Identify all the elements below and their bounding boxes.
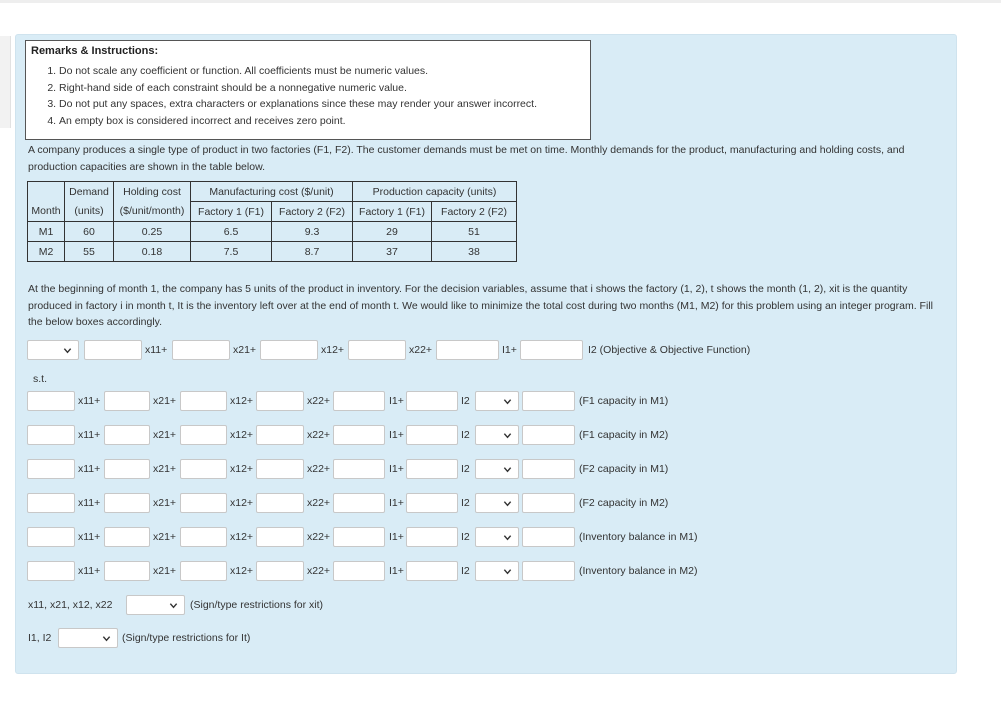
table-header-cell: Demand <box>65 182 114 202</box>
sign-x-select[interactable] <box>126 595 185 615</box>
constraint-coef-x11[interactable] <box>27 493 75 513</box>
chevron-down-icon <box>503 397 512 406</box>
objective-coef-i1[interactable] <box>436 340 499 360</box>
constraint-term: x22+ <box>307 565 331 577</box>
constraint-coef-x22[interactable] <box>256 493 304 513</box>
constraint-term: x21+ <box>153 497 177 509</box>
constraint-relation-select[interactable] <box>475 425 519 445</box>
chevron-down-icon <box>503 533 512 542</box>
constraint-coef-x11[interactable] <box>27 527 75 547</box>
constraint-coef-i1[interactable] <box>333 425 385 445</box>
constraint-term: x11+ <box>78 463 101 475</box>
table-cell: 29 <box>353 222 432 242</box>
constraint-coef-x11[interactable] <box>27 425 75 445</box>
constraint-term: I2 <box>461 531 470 543</box>
table-header-cell: Month <box>28 202 65 222</box>
remark-item: 2. Right-hand side of each constraint should be a nonnegative numeric value. <box>59 80 537 97</box>
constraint-term: x22+ <box>307 429 331 441</box>
table-header-cell <box>28 182 65 202</box>
constraint-coef-x11[interactable] <box>27 561 75 581</box>
constraint-rhs[interactable] <box>522 425 575 445</box>
table-header-cell: Factory 1 (F1) <box>191 202 272 222</box>
constraint-term: x12+ <box>230 497 254 509</box>
constraint-term: x22+ <box>307 395 331 407</box>
constraint-coef-x22[interactable] <box>256 561 304 581</box>
objective-term: x12+ <box>321 344 345 356</box>
constraint-term: I2 <box>461 395 470 407</box>
objective-term: x21+ <box>233 344 257 356</box>
remarks-list <box>26 63 537 129</box>
constraint-term: x12+ <box>230 463 254 475</box>
constraint-term: x11+ <box>78 497 101 509</box>
table-header-cell: ($/unit/month) <box>114 202 191 222</box>
chevron-down-icon <box>102 634 111 643</box>
constraint-coef-i1[interactable] <box>333 459 385 479</box>
objective-coef-x12[interactable] <box>260 340 318 360</box>
constraint-coef-x12[interactable] <box>180 391 227 411</box>
constraint-term: I1+ <box>389 531 404 543</box>
sign-x-note: (Sign/type restrictions for xit) <box>190 599 324 611</box>
constraint-label: (F1 capacity in M2) <box>579 429 669 441</box>
constraint-term: x21+ <box>153 429 177 441</box>
constraint-coef-x21[interactable] <box>104 459 150 479</box>
remarks-title: Remarks & Instructions: <box>31 45 159 57</box>
constraint-term: x11+ <box>78 429 101 441</box>
table-cell: 9.3 <box>272 222 353 242</box>
constraint-coef-x21[interactable] <box>104 425 150 445</box>
constraint-coef-x12[interactable] <box>180 493 227 513</box>
table-header-cell: Production capacity (units) <box>353 182 517 202</box>
constraint-coef-x12[interactable] <box>180 561 227 581</box>
table-cell: 55 <box>65 242 114 262</box>
table-cell: 51 <box>432 222 517 242</box>
constraint-coef-x12[interactable] <box>180 527 227 547</box>
constraint-coef-x22[interactable] <box>256 527 304 547</box>
table-header-cell: (units) <box>65 202 114 222</box>
constraint-term: I2 <box>461 463 470 475</box>
chevron-down-icon <box>503 465 512 474</box>
objective-coef-x21[interactable] <box>172 340 230 360</box>
constraint-term: x21+ <box>153 463 177 475</box>
chevron-down-icon <box>503 499 512 508</box>
sign-i-select[interactable] <box>58 628 118 648</box>
table-cell: 0.25 <box>114 222 191 242</box>
constraint-term: I2 <box>461 497 470 509</box>
constraint-term: x22+ <box>307 531 331 543</box>
problem-intro: A company produces a single type of product in two factories (F1, F2). The customer demands must be met on time. Monthly demands for the product, manufacturing and holding costs, and production capacities are shown in the table below. <box>28 144 905 173</box>
chevron-down-icon <box>503 431 512 440</box>
constraint-term: x11+ <box>78 531 101 543</box>
constraint-relation-select[interactable] <box>475 561 519 581</box>
table-cell: 6.5 <box>191 222 272 242</box>
constraint-term: x21+ <box>153 565 177 577</box>
constraint-coef-i2[interactable] <box>406 425 458 445</box>
constraint-term: x22+ <box>307 497 331 509</box>
constraint-coef-i1[interactable] <box>333 561 385 581</box>
remark-item: 3. Do not put any spaces, extra characters or explanations since these may render your answer incorrect. <box>59 96 537 113</box>
remarks-box <box>25 40 591 140</box>
constraint-coef-i1[interactable] <box>333 527 385 547</box>
constraint-term: I1+ <box>389 463 404 475</box>
top-divider <box>0 0 1001 3</box>
table-cell: 0.18 <box>114 242 191 262</box>
objective-coef-i2[interactable] <box>520 340 583 360</box>
subject-to-label: s.t. <box>33 373 48 385</box>
objective-term: I1+ <box>502 344 517 356</box>
constraint-coef-i2[interactable] <box>406 527 458 547</box>
constraint-coef-x11[interactable] <box>27 391 75 411</box>
constraint-relation-select[interactable] <box>475 459 519 479</box>
constraint-coef-i2[interactable] <box>406 391 458 411</box>
constraint-rhs[interactable] <box>522 527 575 547</box>
objective-coef-x11[interactable] <box>84 340 142 360</box>
constraint-rhs[interactable] <box>522 459 575 479</box>
table-cell: 7.5 <box>191 242 272 262</box>
constraint-term: x12+ <box>230 395 254 407</box>
problem-description: At the beginning of month 1, the company has 5 units of the product in inventory. For the decision variables, assume that i shows the factory (1, 2), t shows the month (1, 2), xit is the quantity produced in factory i in month t, It is the inventory left over at the end of month t. We would like to minimize the total cost during two months (M1, M2) for this problem using an integer program. Fill the below boxes accordingly. <box>28 283 933 328</box>
sign-i-label: I1, I2 <box>28 632 52 644</box>
table-cell: 38 <box>432 242 517 262</box>
constraint-rhs[interactable] <box>522 561 575 581</box>
remark-item: 4. An empty box is considered incorrect and receives zero point. <box>59 113 537 130</box>
constraint-label: (Inventory balance in M2) <box>579 565 698 577</box>
constraint-label: (F2 capacity in M1) <box>579 463 669 475</box>
constraint-coef-x21[interactable] <box>104 493 150 513</box>
constraint-term: x21+ <box>153 531 177 543</box>
constraint-term: I2 <box>461 565 470 577</box>
objective-note: I2 (Objective & Objective Function) <box>588 344 751 356</box>
table-cell: 8.7 <box>272 242 353 262</box>
constraint-relation-select[interactable] <box>475 391 519 411</box>
constraint-label: (F2 capacity in M2) <box>579 497 669 509</box>
chevron-down-icon <box>169 601 178 610</box>
constraint-term: x22+ <box>307 463 331 475</box>
constraint-label: (Inventory balance in M1) <box>579 531 698 543</box>
constraint-coef-i2[interactable] <box>406 493 458 513</box>
table-header-row <box>28 182 517 202</box>
constraint-term: x21+ <box>153 395 177 407</box>
constraint-coef-i2[interactable] <box>406 459 458 479</box>
table-header-row <box>28 202 517 222</box>
constraint-relation-select[interactable] <box>475 493 519 513</box>
objective-coef-x22[interactable] <box>348 340 406 360</box>
constraint-coef-i1[interactable] <box>333 391 385 411</box>
chevron-down-icon <box>63 346 72 355</box>
constraint-term: I1+ <box>389 497 404 509</box>
constraint-coef-x22[interactable] <box>256 459 304 479</box>
constraint-term: x12+ <box>230 531 254 543</box>
constraint-coef-x12[interactable] <box>180 425 227 445</box>
constraint-term: x11+ <box>78 565 101 577</box>
table-cell: 60 <box>65 222 114 242</box>
table-row <box>28 242 517 262</box>
constraint-term: I2 <box>461 429 470 441</box>
constraint-term: x12+ <box>230 565 254 577</box>
constraint-rhs[interactable] <box>522 391 575 411</box>
table-cell: M1 <box>28 222 65 242</box>
table-cell: 37 <box>353 242 432 262</box>
constraint-term: x11+ <box>78 395 101 407</box>
chevron-down-icon <box>503 567 512 576</box>
constraint-label: (F1 capacity in M1) <box>579 395 669 407</box>
remark-item: 1. Do not scale any coefficient or function. All coefficients must be numeric values. <box>59 63 537 80</box>
constraint-coef-i2[interactable] <box>406 561 458 581</box>
table-header-cell: Factory 2 (F2) <box>432 202 517 222</box>
constraint-term: I1+ <box>389 565 404 577</box>
constraint-term: I1+ <box>389 429 404 441</box>
data-table <box>27 181 517 262</box>
left-sidebar-edge <box>0 36 11 128</box>
objective-term: x11+ <box>145 344 168 356</box>
constraint-coef-i1[interactable] <box>333 493 385 513</box>
constraint-coef-x22[interactable] <box>256 391 304 411</box>
sign-x-label: x11, x21, x12, x22 <box>28 599 113 611</box>
constraint-coef-x21[interactable] <box>104 561 150 581</box>
table-header-cell: Manufacturing cost ($/unit) <box>191 182 353 202</box>
constraint-coef-x22[interactable] <box>256 425 304 445</box>
constraint-coef-x12[interactable] <box>180 459 227 479</box>
constraint-rhs[interactable] <box>522 493 575 513</box>
table-cell: M2 <box>28 242 65 262</box>
constraint-coef-x21[interactable] <box>104 527 150 547</box>
constraint-term: I1+ <box>389 395 404 407</box>
constraint-coef-x21[interactable] <box>104 391 150 411</box>
objective-type-select[interactable] <box>27 340 79 360</box>
table-row <box>28 222 517 242</box>
sign-i-note: (Sign/type restrictions for It) <box>122 632 251 644</box>
table-header-cell: Factory 1 (F1) <box>353 202 432 222</box>
objective-term: x22+ <box>409 344 433 356</box>
constraint-coef-x11[interactable] <box>27 459 75 479</box>
constraint-relation-select[interactable] <box>475 527 519 547</box>
table-header-cell: Holding cost <box>114 182 191 202</box>
table-header-cell: Factory 2 (F2) <box>272 202 353 222</box>
constraint-term: x12+ <box>230 429 254 441</box>
